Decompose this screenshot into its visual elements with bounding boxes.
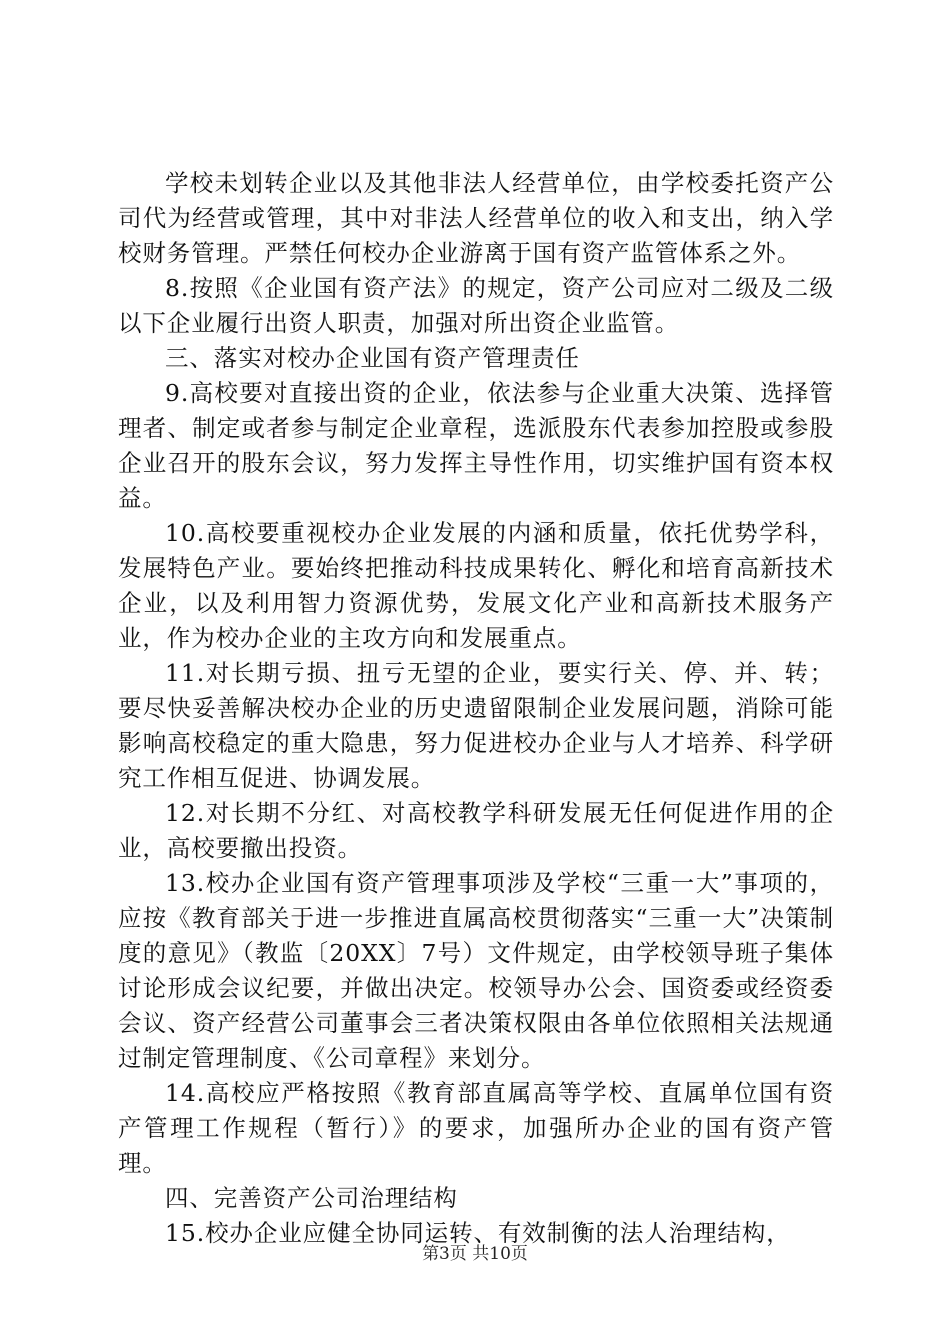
- paragraph: 8.按照《企业国有资产法》的规定，资产公司应对二级及二级以下企业履行出资人职责，加强对所出资企业监管。: [118, 274, 834, 337]
- paragraph: 14.高校应严格按照《教育部直属高等学校、直属单位国有资产管理工作规程（暂行）》的要求，加强所办企业的国有资产管理。: [118, 1079, 834, 1177]
- paragraph: 11.对长期亏损、扭亏无望的企业，要实行关、停、并、转；要尽快妥善解决校办企业的历史遗留限制企业发展问题，消除可能影响高校稳定的重大隐患，努力促进校办企业与人才培养、科学研究工作相互促进、协调发展。: [118, 659, 834, 792]
- document-body: [118, 166, 834, 1251]
- paragraph: 10.高校要重视校办企业发展的内涵和质量，依托优势学科，发展特色产业。要始终把推动科技成果转化、孵化和培育高新技术企业，以及利用智力资源优势，发展文化产业和高新技术服务产业，作为校办企业的主攻方向和发展重点。: [118, 519, 834, 652]
- paragraph: 15.校办企业应健全协同运转、有效制衡的法人治理结构，: [165, 1219, 791, 1247]
- paragraph: 12.对长期不分红、对高校教学科研发展无任何促进作用的企业，高校要撤出投资。: [118, 799, 834, 862]
- paragraph: 13.校办企业国有资产管理事项涉及学校“三重一大”事项的，应按《教育部关于进一步推进直属高校贯彻落实“三重一大”决策制度的意见》（教监〔20XX〕7号）文件规定，由学校领导班子集体讨论形成会议纪要，并做出决定。校领导办公会、国资委或经资委会议、资产经营公司董事会三者决策权限由各单位依照相关法规通过制定管理制度、《公司章程》来划分。: [118, 869, 834, 1072]
- section-heading: 三、落实对校办企业国有资产管理责任: [165, 344, 580, 372]
- paragraph: 9.高校要对直接出资的企业，依法参与企业重大决策、选择管理者、制定或者参与制定企业章程，选派股东代表参加控股或参股企业召开的股东会议，努力发挥主导性作用，切实维护国有资本权益。: [118, 379, 834, 512]
- page-footer: 第3页 共10页: [422, 1244, 528, 1264]
- paragraph: 学校未划转企业以及其他非法人经营单位，由学校委托资产公司代为经营或管理，其中对非法人经营单位的收入和支出，纳入学校财务管理。严禁任何校办企业游离于国有资产监管体系之外。: [118, 169, 834, 267]
- section-heading: 四、完善资产公司治理结构: [165, 1184, 458, 1212]
